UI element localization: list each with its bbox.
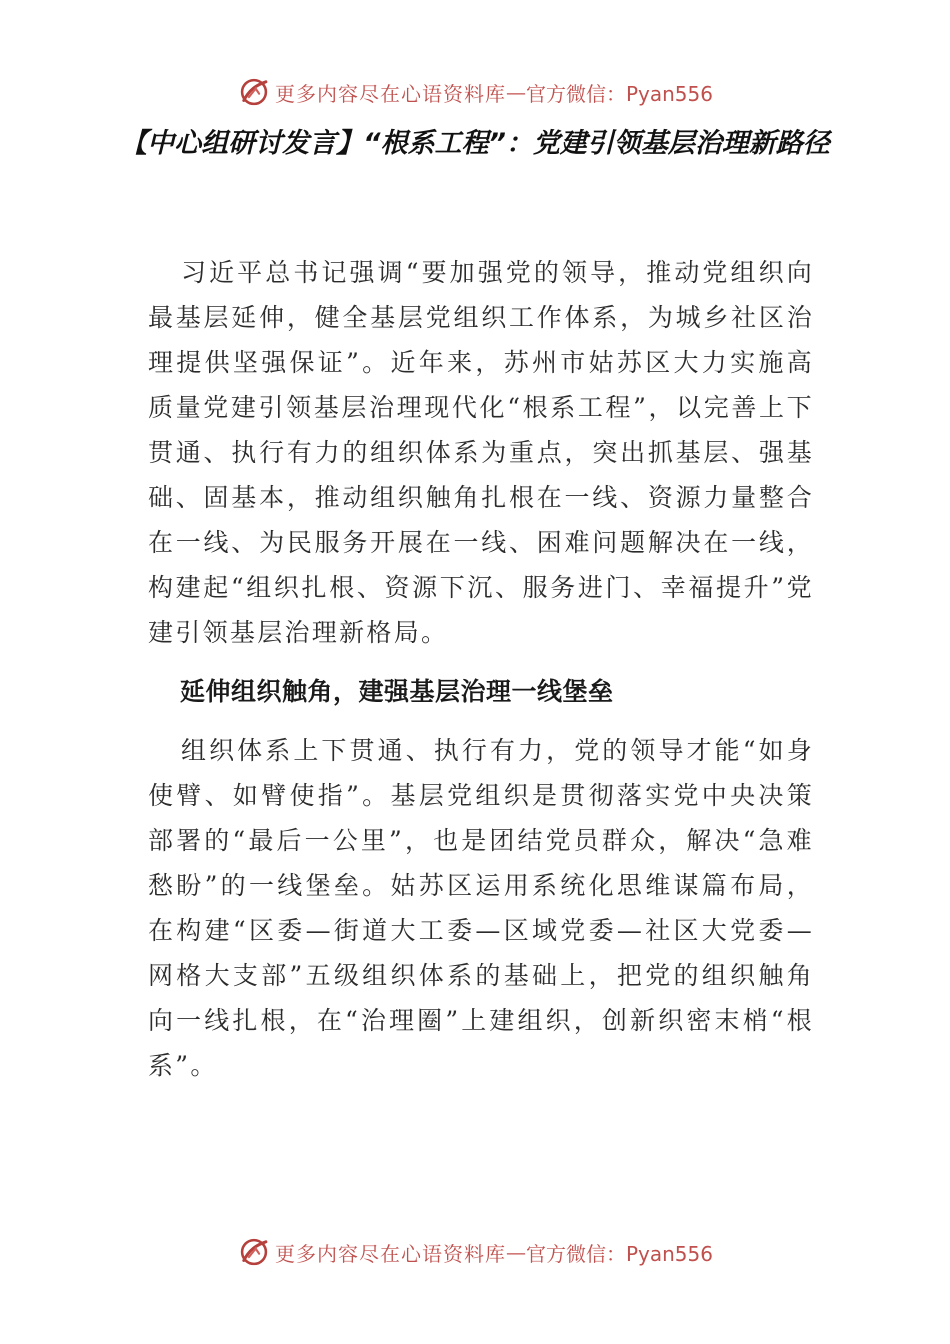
body-paragraph-2: 组织体系上下贯通、执行有力，党的领导才能“如身使臂、如臂使指”。基层党组织是贯彻落实党中央决策部署的“最后一公里”，也是团结党员群众，解决“急难愁盼”的一线堡垒。姑苏区运用系统化思维谋篇布局，在构建“区委—街道大工委—区域党委—社区大党委—网格大支部”五级组织体系的基础上，把党的组织触角向一线扎根，在“治理圈”上建组织，创新织密末梢“根系”。 (148, 736, 814, 1080)
watermark-wechat: 官方微信：Pyan556 (525, 1241, 713, 1266)
watermark-brand: 更多内容尽在心语资料库 (274, 1241, 506, 1266)
header-watermark (0, 72, 950, 112)
body-paragraph-1: 习近平总书记强调“要加强党的领导，推动党组织向最基层延伸，健全基层党组织工作体系，为城乡社区治理提供坚强保证”。近年来，苏州市姑苏区大力实施高质量党建引领基层治理现代化“根系工程”，以完善上下贯通、执行有力的组织体系为重点，突出抓基层、强基础、固基本，推动组织触角扎根在一线、资源力量整合在一线、为民服务开展在一线、困难问题解决在一线，构建起“组织扎根、资源下沉、服务进门、幸福提升”党建引领基层治理新格局。 (148, 258, 814, 647)
watermark-brand: 更多内容尽在心语资料库 (274, 81, 506, 106)
watermark-separator: — (505, 1240, 526, 1264)
section-heading: 延伸组织触角，建强基层治理一线堡垒 (180, 677, 614, 706)
watermark-wechat: 官方微信：Pyan556 (525, 81, 713, 106)
brand-logo-icon (237, 75, 271, 109)
footer-watermark (0, 1232, 950, 1272)
article-title: 【中心组研讨发言】“根系工程”：党建引领基层治理新路径 (120, 128, 830, 159)
watermark-separator: — (505, 80, 526, 104)
brand-logo-icon (237, 1235, 271, 1269)
